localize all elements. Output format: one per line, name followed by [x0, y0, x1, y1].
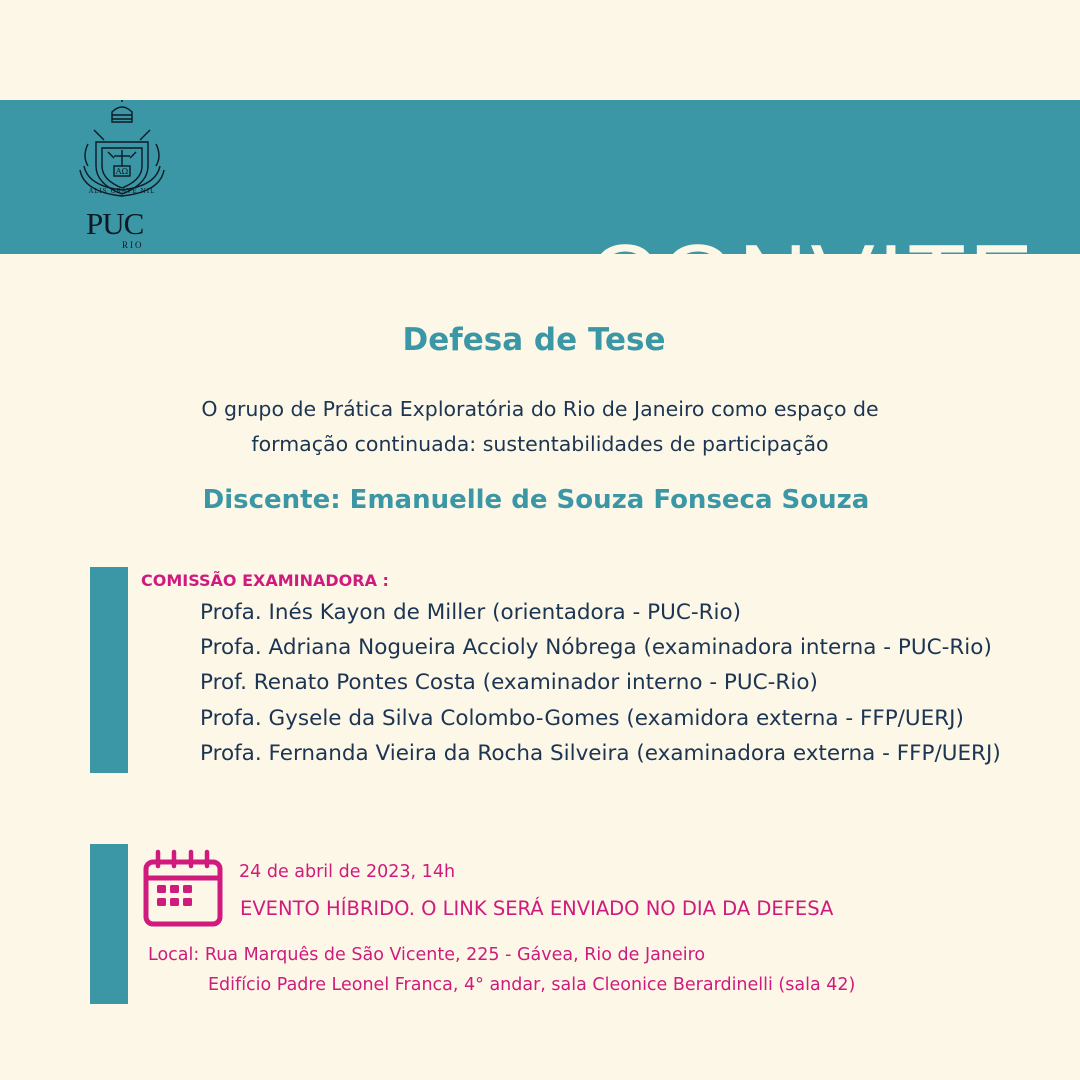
header-banner — [0, 100, 1080, 332]
thesis-title-line1: O grupo de Prática Exploratória do Rio de Janeiro como espaço de — [201, 397, 879, 421]
committee-label: COMISSÃO EXAMINADORA : — [141, 571, 389, 590]
student-name: Discente: Emanuelle de Souza Fonseca Souza — [202, 485, 870, 515]
event-type: Defesa de Tese — [402, 322, 666, 358]
thesis-title-line2: formação continuada: sustentabilidades de participação — [251, 432, 829, 456]
svg-text:ALIS GRAVE NIL: ALIS GRAVE NIL — [88, 188, 156, 195]
committee-member: Profa. Gysele da Silva Colombo-Gomes (examidora externa - FFP/UERJ) — [200, 705, 964, 731]
committee-member: Profa. Inés Kayon de Miller (orientadora - PUC-Rio) — [200, 600, 742, 625]
committee-member: Prof. Renato Pontes Costa (examinador interno - PUC-Rio) — [200, 670, 818, 696]
svg-text:ΑΩ: ΑΩ — [115, 167, 129, 176]
committee-list — [200, 597, 1001, 773]
event-format: EVENTO HÍBRIDO. O LINK SERÁ ENVIADO NO DIA DA DEFESA — [240, 897, 834, 920]
committee-member: Profa. Adriana Nogueira Accioly Nóbrega (examinadora interna - PUC-Rio) — [200, 635, 992, 661]
thesis-title — [100, 392, 980, 462]
details-accent-bar — [90, 844, 128, 1004]
event-location: Local: Rua Marquês de São Vicente, 225 - Gávea, Rio de Janeiro — [148, 945, 706, 965]
page-title: CONVITE — [588, 225, 1036, 332]
event-date: 24 de abril de 2023, 14h — [239, 862, 456, 882]
puc-crest-icon — [74, 100, 170, 204]
puc-rio-logo — [74, 100, 170, 254]
logo-wordmark: PUC — [86, 206, 144, 241]
committee-accent-bar — [90, 567, 128, 773]
logo-subtext: RIO — [122, 240, 144, 250]
calendar-icon — [142, 848, 224, 933]
committee-member: Profa. Fernanda Vieira da Rocha Silveira (examinadora externa - FFP/UERJ) — [200, 740, 1001, 766]
event-location-room: Edifício Padre Leonel Franca, 4° andar, sala Cleonice Berardinelli (sala 42) — [208, 975, 856, 995]
